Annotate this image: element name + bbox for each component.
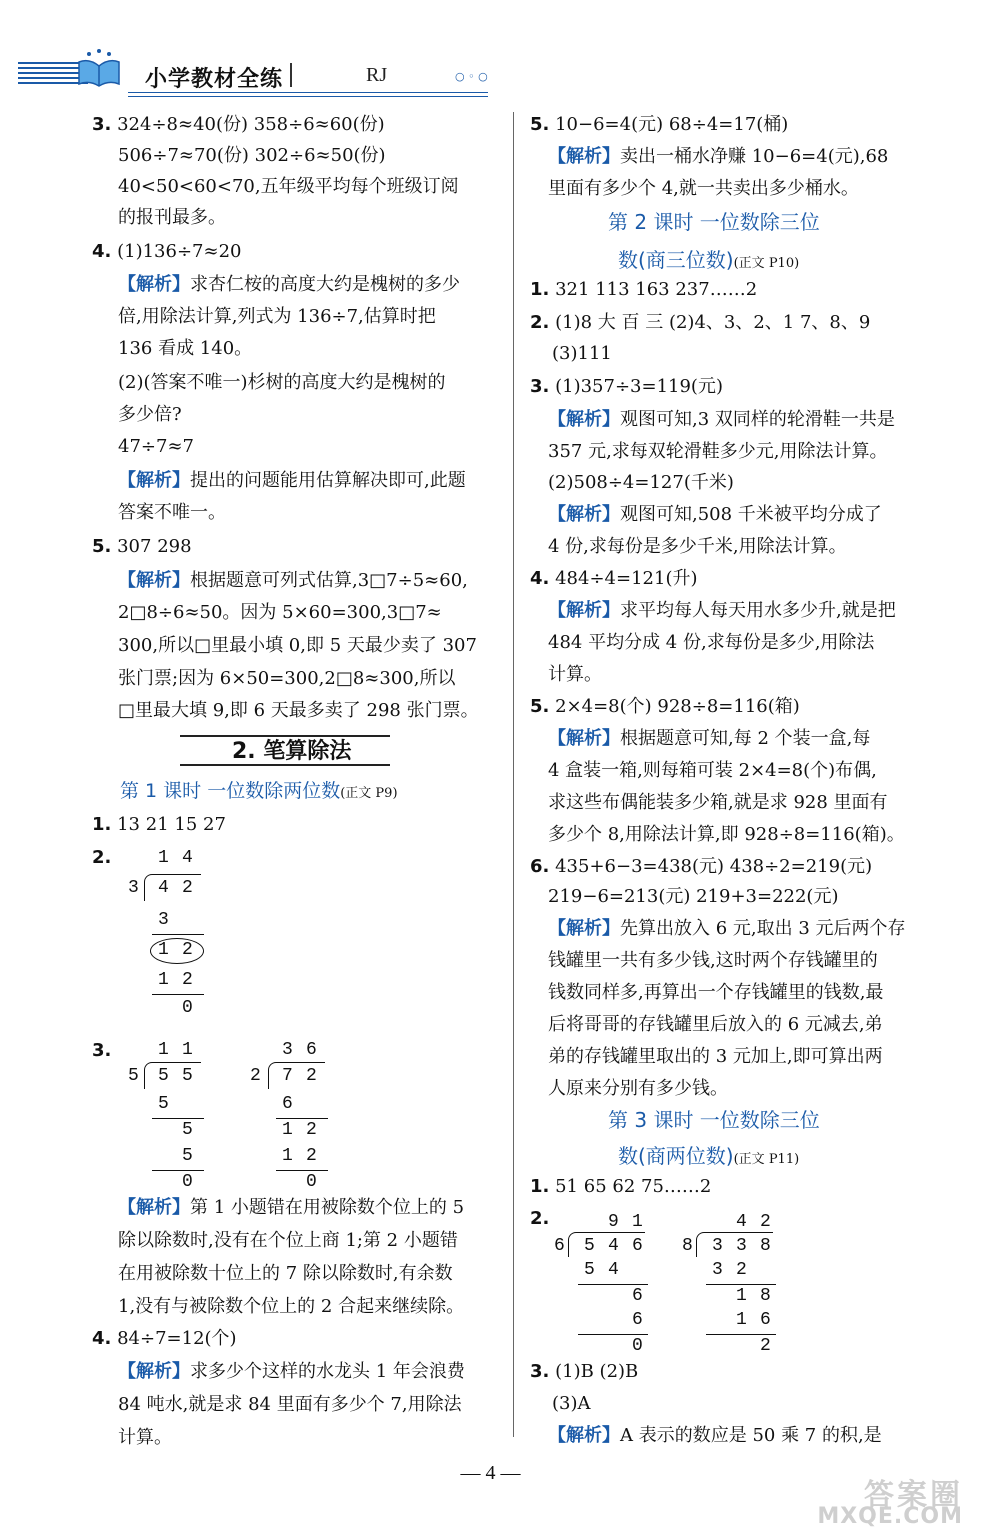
analysis-line: 【解析】求平均每人每天用水多少升,就是把 (548, 600, 896, 621)
answer-l2q4-line: 4. 484÷4=121(升) (530, 568, 698, 589)
answer-line: 484 平均分成 4 份,求每份是多少,用除法 (548, 632, 875, 653)
answer-l3q1-line: 1. 51 65 62 75……2 (530, 1176, 712, 1197)
answer-l2q2-line: 2. (1)8 大 百 三 (2)4、3、2、1 7、8、9 (530, 312, 871, 333)
header-rule (128, 92, 488, 93)
watermark-text: 答案圈 (864, 1478, 963, 1513)
page-header (0, 0, 981, 110)
answer-line: 答案不唯一。 (118, 502, 226, 523)
edition-code: RJ (366, 64, 388, 86)
answer-l1q4-line: 4. 84÷7=12(个) (92, 1328, 237, 1349)
lesson-heading: 第 1 课时 一位数除两位数(正文 P9) (120, 780, 398, 802)
answer-line: 1,没有与被除数个位上的 2 合起来继续除。 (118, 1296, 465, 1317)
answer-line: 除以除数时,没有在个位上商 1;第 2 小题错 (118, 1230, 458, 1251)
answer-line: 后将哥哥的存钱罐里后放入的 6 元减去,弟 (548, 1014, 883, 1035)
analysis-line: 【解析】第 1 小题错在用被除数个位上的 5 (118, 1197, 465, 1218)
answer-line: 倍,用除法计算,列式为 136÷7,估算时把 (118, 306, 436, 327)
lesson-heading: 第 3 课时 一位数除三位 (608, 1108, 820, 1132)
answer-l2q3-line: 3. (1)357÷3=119(元) (530, 376, 723, 397)
answer-l2q6-line: 6. 435+6−3=438(元) 438÷2=219(元) (530, 856, 873, 877)
question-number: 2. (530, 1208, 550, 1229)
header-rule (128, 96, 488, 97)
lesson-heading: 第 2 课时 一位数除三位 (608, 210, 820, 234)
answer-q3-line: 3. 324÷8≈40(份) 358÷6≈60(份) (92, 114, 385, 135)
answer-q5-line: 5. 10−6=4(元) 68÷4=17(桶) (530, 114, 789, 135)
answer-line: 506÷7≈70(份) 302÷6≈50(份) (118, 145, 386, 166)
analysis-line: 【解析】卖出一桶水净赚 10−6=4(元),68 (548, 146, 889, 167)
lesson-heading-sub: 数(商三位数)(正文 P10) (618, 248, 800, 272)
answer-line: 136 看成 140。 (118, 338, 253, 359)
long-division-55-by-5: 1 1 5 5 5 5 5 5 0 (128, 1040, 248, 1190)
page-number: — 4 — (460, 1462, 521, 1484)
answer-line: 的报刊最多。 (118, 207, 226, 228)
long-division-72-by-2: 3 6 2 7 2 6 1 2 1 2 0 (250, 1040, 370, 1190)
watermark-url: MXQE.COM (817, 1504, 963, 1529)
answer-line: 219−6=213(元) 219+3=222(元) (548, 886, 839, 907)
section-title: 2. 笔算除法 (232, 739, 352, 764)
answer-line: 2□8÷6≈50。因为 5×60=300,3□7≈ (118, 602, 442, 623)
answer-line: 计算。 (548, 664, 602, 685)
answer-l2q5-line: 5. 2×4=8(个) 928÷8=116(箱) (530, 696, 800, 717)
answer-line: 里面有多少个 4,就一共卖出多少桶水。 (548, 178, 859, 199)
header-separator (290, 63, 292, 87)
watermark (793, 1470, 963, 1530)
analysis-line: 【解析】观图可知,508 千米被平均分成了 (548, 504, 882, 525)
column-divider (513, 112, 514, 1437)
answer-line: (3)111 (552, 343, 612, 364)
answer-l2q1-line: 1. 321 113 163 237……2 (530, 279, 758, 300)
answer-line: 多少倍? (118, 404, 182, 425)
analysis-line: 【解析】根据题意可列式估算,3□7÷5≈60, (118, 570, 468, 591)
long-division-42-by-3: 1 4 3 4 2 3 1 2 1 2 0 (128, 848, 248, 1018)
answer-line: □里最大填 9,即 6 天最多卖了 298 张门票。 (118, 700, 479, 721)
book-title: 小学教材全练 (145, 67, 284, 92)
answer-line: 求这些布偶能装多少箱,就是求 928 里面有 (548, 792, 888, 813)
answer-line: 84 吨水,就是求 84 里面有多少个 7,用除法 (118, 1394, 462, 1415)
answer-line: (3)A (552, 1393, 591, 1414)
lesson-heading-sub: 数(商两位数)(正文 P11) (618, 1144, 800, 1168)
answer-line: 在用被除数十位上的 7 除以除数时,有余数 (118, 1263, 453, 1284)
answer-line: 多少个 8,用除法计算,即 928÷8=116(箱)。 (548, 824, 905, 845)
analysis-line: 【解析】根据题意可知,每 2 个装一盒,每 (548, 728, 871, 749)
answer-line: 40<50<60<70,五年级平均每个班级订阅 (118, 176, 459, 197)
analysis-line: 【解析】观图可知,3 双同样的轮滑鞋一共是 (548, 409, 895, 430)
answer-line: 张门票;因为 6×50=300,2□8≈300,所以 (118, 668, 456, 689)
answer-l1q1-line: 1. 13 21 15 27 (92, 814, 226, 835)
answer-line: (2)508÷4=127(千米) (548, 472, 734, 493)
answer-line: 计算。 (118, 1427, 172, 1448)
answer-line: 钱罐里一共有多少钱,这时两个存钱罐里的 (548, 950, 878, 971)
answer-line: 300,所以□里最小填 0,即 5 天最少卖了 307 (118, 635, 477, 656)
analysis-line: 【解析】提出的问题能用估算解决即可,此题 (118, 470, 466, 491)
analysis-line: 【解析】求多少个这样的水龙头 1 年会浪费 (118, 1361, 465, 1382)
open-book-logo-icon (75, 48, 123, 90)
answer-q5-line: 5. 307 298 (92, 536, 192, 557)
section-rule (180, 764, 390, 766)
answer-line: 钱数同样多,再算出一个存钱罐里的钱数,最 (548, 982, 884, 1003)
header-dots-decoration: ○ ◦ ○ (455, 70, 488, 83)
answer-line: 4 盒装一箱,则每箱可装 2×4=8(个)布偶, (548, 760, 877, 781)
answer-line: 47÷7≈7 (118, 436, 194, 457)
analysis-line: 【解析】A 表示的数应是 50 乘 7 的积,是 (548, 1425, 882, 1446)
analysis-line: 【解析】先算出放入 6 元,取出 3 元后两个存 (548, 918, 906, 939)
question-number: 2. (92, 847, 112, 868)
answer-l3q3-line: 3. (1)B (2)B (530, 1361, 639, 1382)
answer-line: (2)(答案不唯一)杉树的高度大约是槐树的 (118, 372, 446, 393)
long-division-546-by-6: 9 1 6 5 4 6 5 4 6 6 0 (554, 1212, 684, 1352)
answer-line: 357 元,求每双轮滑鞋多少元,用除法计算。 (548, 441, 888, 462)
long-division-338-by-8: 4 2 8 3 3 8 3 2 1 8 1 6 2 (682, 1212, 812, 1352)
answer-line: 4 份,求每份是多少千米,用除法计算。 (548, 536, 847, 557)
analysis-line: 【解析】求杏仁桉的高度大约是槐树的多少 (118, 274, 460, 295)
question-number: 3. (92, 1040, 112, 1061)
answer-line: 人原来分别有多少钱。 (548, 1078, 728, 1099)
answer-line: 弟的存钱罐里取出的 3 元加上,即可算出两 (548, 1046, 883, 1067)
answer-q4-line: 4. (1)136÷7≈20 (92, 241, 242, 262)
